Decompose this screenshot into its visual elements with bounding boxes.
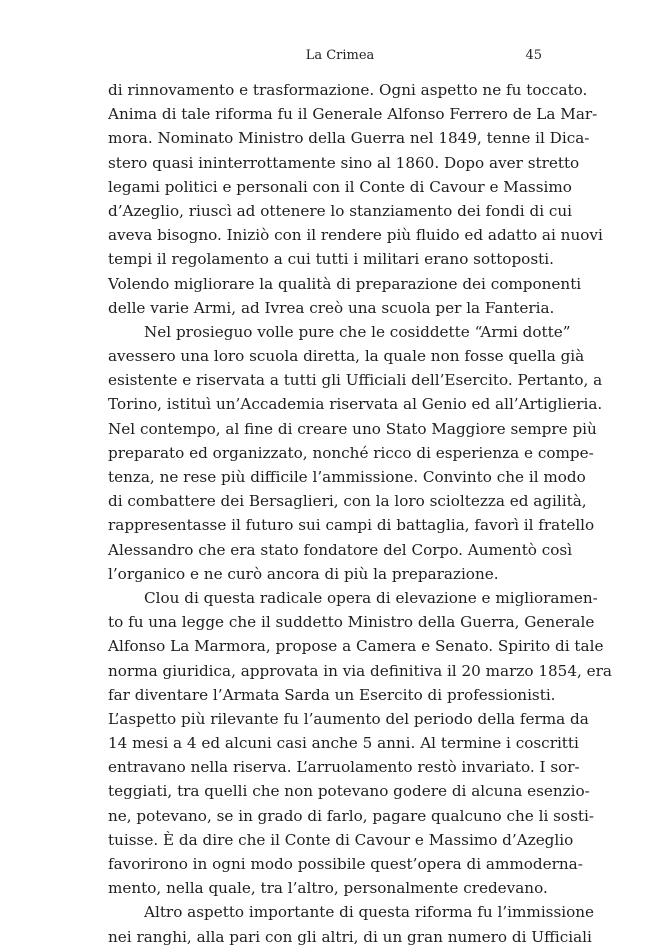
text-line: l’organico e ne curò ancora di più la preparazione. [108,564,499,583]
text-line: tenza, ne rese più difficile l’ammissione. Convinto che il modo [108,468,586,486]
text-line: d’Azeglio, riuscì ad ottenere lo stanziamento dei fondi di cui [108,201,573,220]
text-line: delle varie Armi, ad Ivrea creò una scuola per la Fanteria. [108,298,555,317]
page-number: 45 [525,48,542,63]
text-line: preparato ed organizzato, nonché ricco di esperienza e compe- [108,443,594,462]
text-line: mora. Nominato Ministro della Guerra nel 1849, tenne il Dica- [108,129,590,148]
text-line: Alfonso La Marmora, propose a Camera e Senato. Spirito di tale [108,637,604,656]
text-line: Clou di questa radicale opera di elevazione e miglioramen- [144,588,598,607]
text-line: L’aspetto più rilevante fu l’aumento del periodo della ferma da [108,709,589,728]
running-head [0,48,650,68]
text-line: esistente e riservata a tutti gli Ufficiali dell’Esercito. Pertanto, a [108,371,603,390]
text-line: aveva bisogno. Iniziò con il rendere più fluido ed adatto ai nuovi [108,226,603,245]
text-line: teggiati, tra quelli che non potevano godere di alcuna esenzio- [108,782,590,801]
text-line: ne, potevano, se in grado di farlo, pagare qualcuno che li sosti- [108,806,594,825]
text-line: avessero una loro scuola diretta, la quale non fosse quella già [108,347,585,366]
text-line: mento, nella quale, tra l’altro, personalmente credevano. [108,879,548,898]
text-line: Nel contempo, al fine di creare uno Stato Maggiore sempre più [108,419,597,438]
text-line: nei ranghi, alla pari con gli altri, di un gran numero di Ufficiali [108,927,592,946]
text-line: 14 mesi a 4 ed alcuni casi anche 5 anni. Al termine i coscritti [108,734,579,753]
text-line: tuisse. È da dire che il Conte di Cavour e Massimo d’Azeglio [108,830,574,849]
text-line: tempi il regolamento a cui tutti i militari erano sottoposti. [108,250,554,269]
text-line: Volendo migliorare la qualità di preparazione dei componenti [108,274,582,293]
text-line: far diventare l’Armata Sarda un Esercito di professionisti. [108,685,556,704]
text-line: to fu una legge che il suddetto Ministro della Guerra, Generale [108,613,595,632]
text-line: norma giuridica, approvata in via definitiva il 20 marzo 1854, era [108,661,612,680]
text-line: rappresentasse il futuro sui campi di battaglia, favorì il fratello [108,516,595,535]
text-line: Anima di tale riforma fu il Generale Alfonso Ferrero de La Mar- [108,105,598,124]
text-line: di combattere dei Bersaglieri, con la loro scioltezza ed agilità, [108,492,587,511]
text-line: Altro aspetto importante di questa riforma fu l’immissione [144,903,595,922]
text-line: Nel prosieguo volle pure che le cosiddette “Armi dotte” [144,322,571,341]
text-line: favorirono in ogni modo possibile quest’opera di ammoderna- [108,855,583,873]
text-line: Torino, istituì un’Accademia riservata al Genio ed all’Artiglieria. [108,395,603,414]
text-line: stero quasi ininterrottamente sino al 1860. Dopo aver stretto [108,153,580,172]
text-line: entravano nella riserva. L’arruolamento restò invariato. I sor- [108,758,580,777]
body-text [108,78,612,949]
text-line: legami politici e personali con il Conte di Cavour e Massimo [108,177,572,196]
running-title: La Crimea [305,48,375,63]
text-line: Alessandro che era stato fondatore del Corpo. Aumentò così [108,540,573,559]
text-line: di rinnovamento e trasformazione. Ogni aspetto ne fu toccato. [108,81,588,99]
